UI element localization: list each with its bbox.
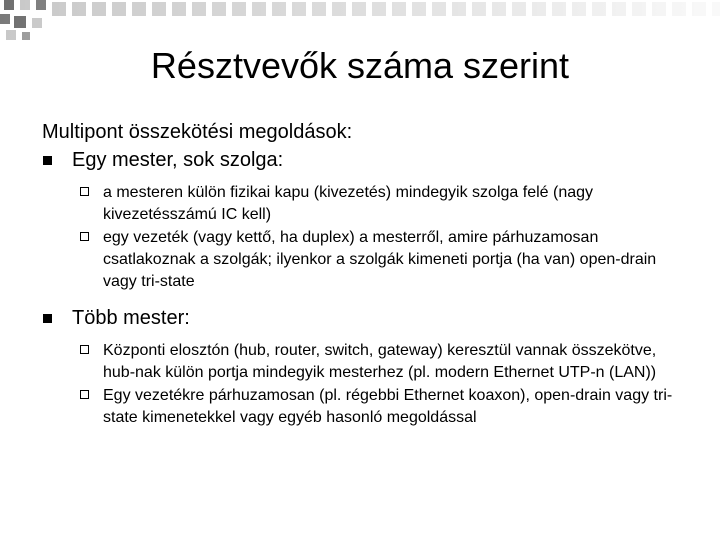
intro-text: Multipont összekötési megoldások: — [42, 121, 353, 143]
decorative-checker-strip — [0, 0, 720, 42]
bullet-item-text: Több mester: — [72, 307, 190, 329]
slide-body — [42, 118, 682, 429]
subitem-kulon-kapu — [42, 182, 682, 226]
bullet-item-tobb-mester — [42, 304, 682, 332]
hollow-square-bullet-icon — [80, 232, 89, 241]
subitem-text: Egy vezetékre párhuzamosan (pl. régebbi Ethernet koaxon), open-drain vagy tri-state kimenetekkel vagy egyéb hasonló megoldással — [103, 387, 673, 426]
hollow-square-bullet-icon — [80, 345, 89, 354]
square-bullet-icon — [43, 156, 52, 165]
hollow-square-bullet-icon — [80, 187, 89, 196]
subitem-kozponti-eloszto — [42, 340, 682, 384]
subitem-text: a mesteren külön fizikai kapu (kivezetés) mindegyik szolga felé (nagy kivezetésszámú IC kell) — [103, 184, 594, 223]
sublist-tobb-mester — [42, 340, 682, 429]
bullet-item-egy-mester — [42, 146, 682, 174]
sublist-egy-mester — [42, 182, 682, 293]
subitem-egy-vezetek — [42, 227, 682, 293]
bullet-item-text: Egy mester, sok szolga: — [72, 149, 284, 171]
subitem-egy-vezetekre — [42, 385, 682, 429]
hollow-square-bullet-icon — [80, 390, 89, 399]
square-bullet-icon — [43, 314, 52, 323]
slide-title: Résztvevők száma szerint — [150, 45, 570, 86]
subitem-text: egy vezeték (vagy kettő, ha duplex) a mesterről, amire párhuzamosan csatlakoznak a szolgák; ilyenkor a szolgák kimeneti portja (ha van) open-drain vagy tri-state — [103, 229, 657, 290]
subitem-text: Központi elosztón (hub, router, switch, gateway) keresztül vannak összekötve, hub-nak külön portja mindegyik mesterhez (pl. modern Ethernet UTP-n (LAN)) — [103, 342, 657, 381]
